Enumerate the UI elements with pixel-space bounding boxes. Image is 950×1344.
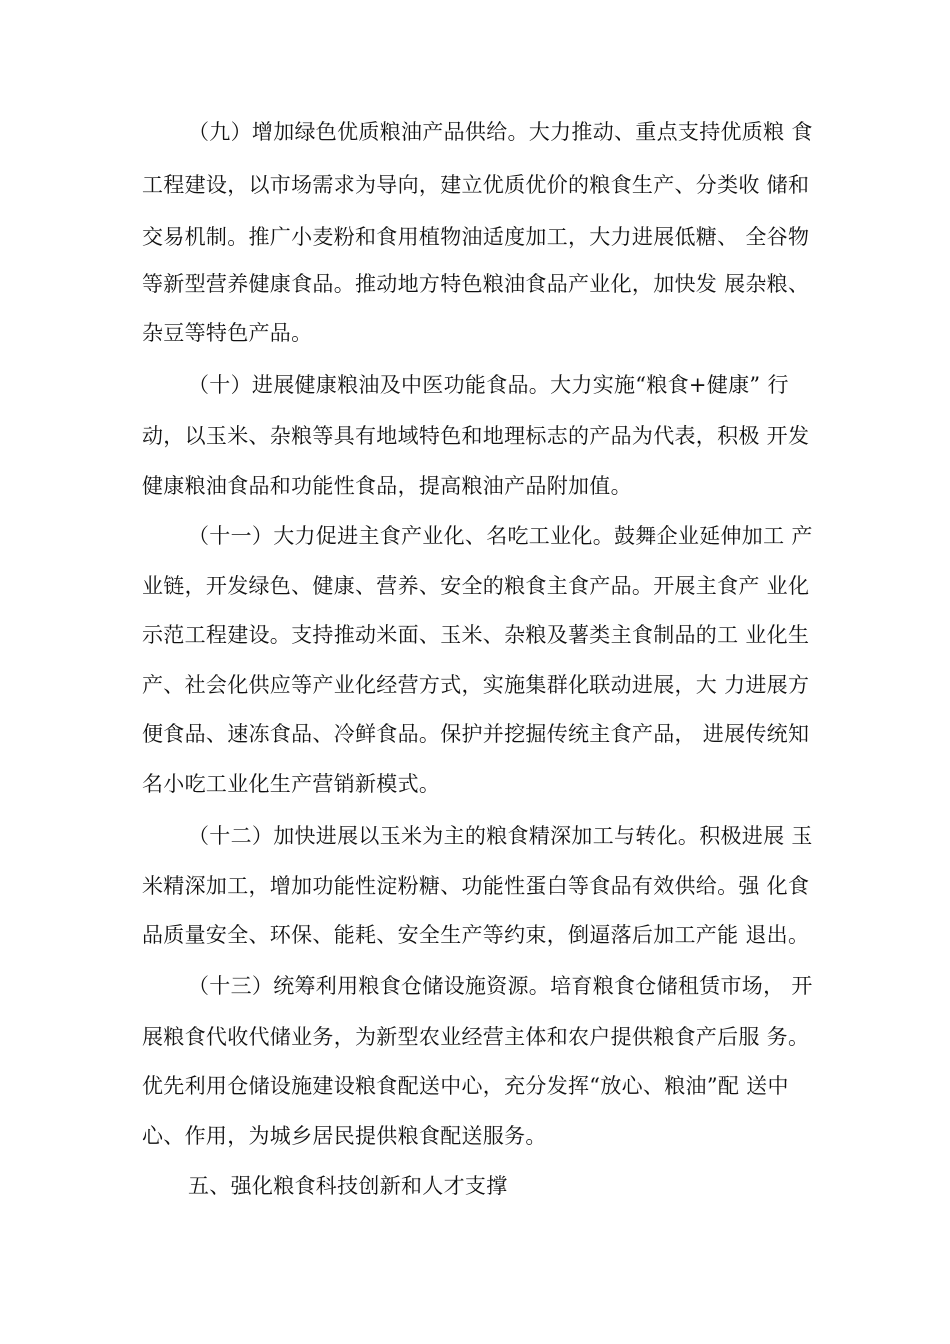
text-line: （十一）大力促进主食产业化、名吃工业化。鼓舞企业延伸加工 产	[188, 524, 813, 548]
text-line: 便食品、速冻食品、冷鲜食品。保护并挖掘传统主食产品， 进展传统知	[142, 722, 810, 746]
section-heading: 五、强化粮食科技创新和人才支撑	[188, 1174, 508, 1198]
text-line: 健康粮油食品和功能性食品，提高粮油产品附加值。	[142, 474, 632, 498]
text-line: 米精深加工，增加功能性淀粉糖、功能性蛋白等食品有效供给。强 化食	[142, 874, 810, 898]
text-line: 等新型营养健康食品。推动地方特色粮油食品产业化，加快发 展杂粮、	[142, 272, 810, 296]
text-line: 产、社会化供应等产业化经营方式，实施集群化联动进展，大 力进展方	[142, 673, 810, 697]
text-line: 名小吃工业化生产营销新模式。	[142, 772, 441, 796]
text-line: 心、作用，为城乡居民提供粮食配送服务。	[142, 1124, 547, 1148]
text-line: （十三）统筹利用粮食仓储设施资源。培育粮食仓储租赁市场， 开	[188, 974, 813, 998]
text-line: 交易机制。推广小麦粉和食用植物油适度加工，大力进展低糖、 全谷物	[142, 225, 810, 249]
text-line: 优先利用仓储设施建设粮食配送中心，充分发挥“放心、粮油”配 送中	[142, 1074, 789, 1098]
text-line: （十二）加快进展以玉米为主的粮食精深加工与转化。积极进展 玉	[188, 824, 813, 848]
text-line: 杂豆等特色产品。	[142, 321, 313, 345]
text-line: 展粮食代收代储业务，为新型农业经营主体和农户提供粮食产后服 务。	[142, 1025, 810, 1049]
text-line: 工程建设，以市场需求为导向，建立优质优价的粮食生产、分类收 储和	[142, 173, 810, 197]
text-line: 业链，开发绿色、健康、营养、安全的粮食主食产品。开展主食产 业化	[142, 574, 810, 598]
text-line: 示范工程建设。支持推动米面、玉米、杂粮及薯类主食制品的工 业化生	[142, 623, 810, 647]
text-line: 品质量安全、环保、能耗、安全生产等约束，倒逼落后加工产能 退出。	[142, 923, 810, 947]
text-line: （十）进展健康粮油及中医功能食品。大力实施“粮食+健康” 行	[188, 373, 789, 397]
text-line: （九）增加绿色优质粮油产品供给。大力推动、重点支持优质粮 食	[188, 120, 813, 144]
text-line: 动，以玉米、杂粮等具有地域特色和地理标志的产品为代表，积极 开发	[142, 424, 810, 448]
